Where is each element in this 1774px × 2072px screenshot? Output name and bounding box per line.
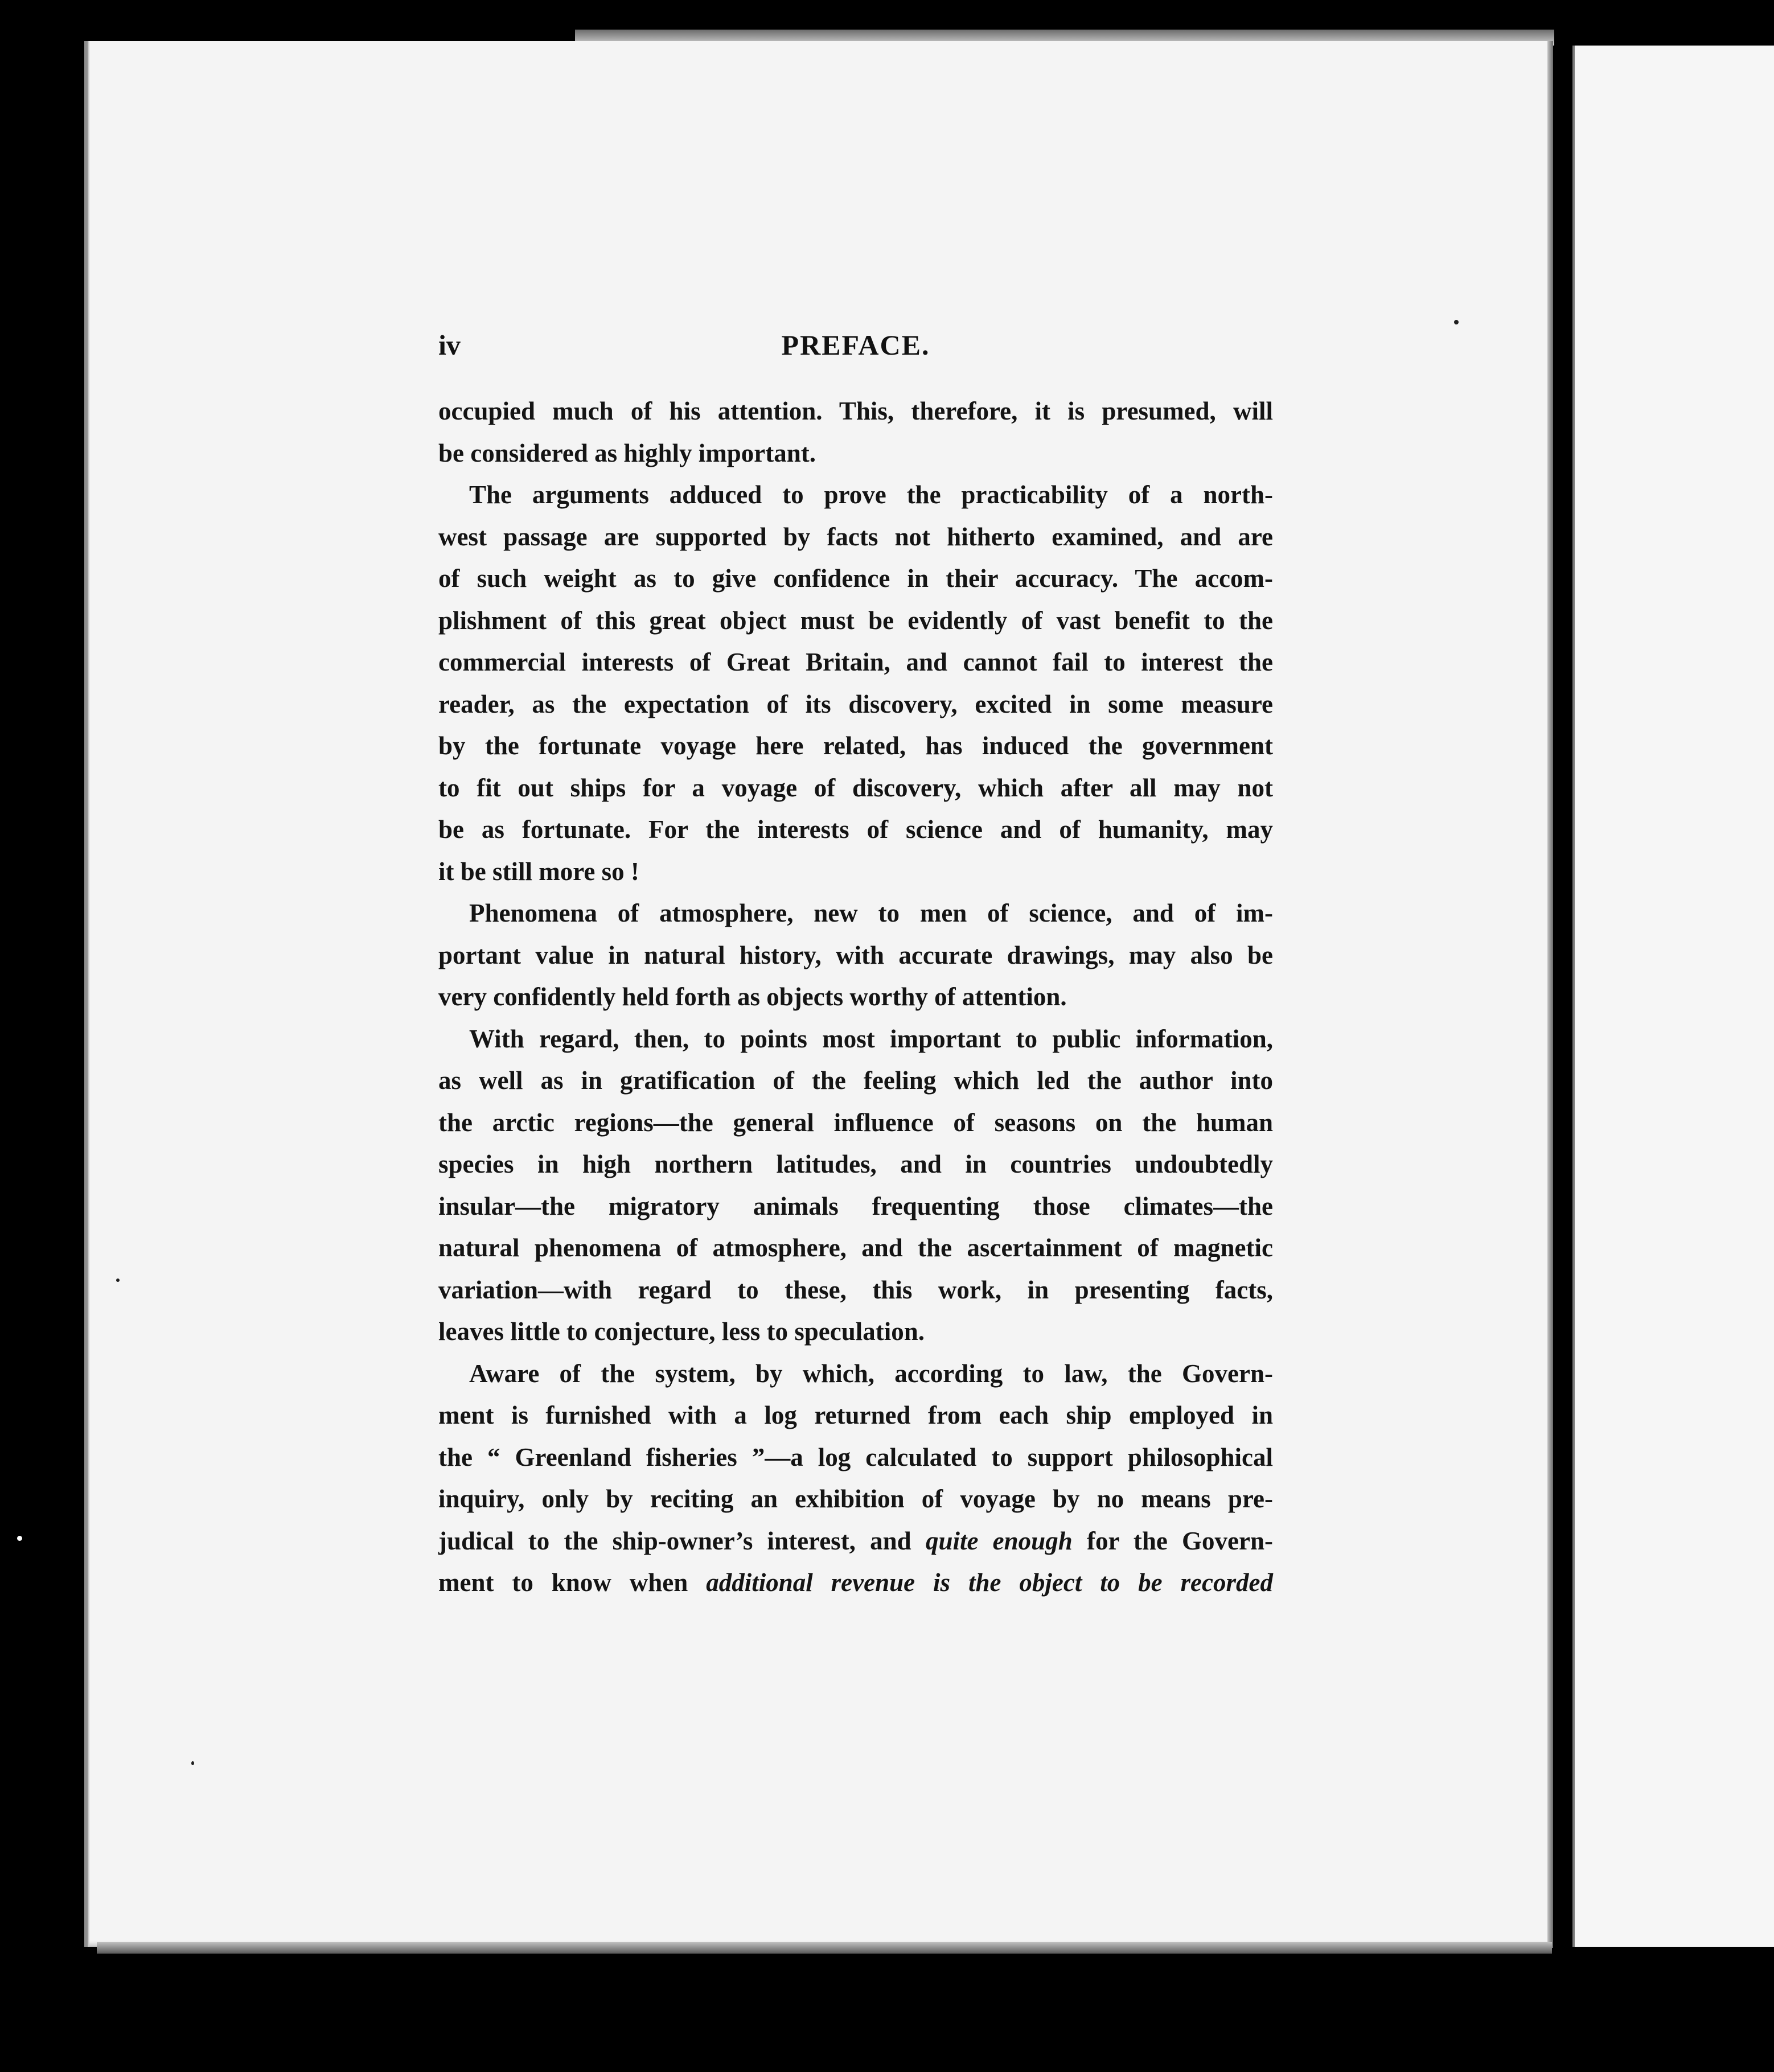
page-number: iv [438, 329, 461, 361]
text-line: very confidently held forth as objects worthy of attention. [438, 982, 1067, 1011]
preface-text [438, 390, 1273, 1604]
text-line: to fit out ships for a voyage of discovery, which after all may not [438, 773, 1273, 802]
text-line: commercial interests of Great Britain, and cannot fail to interest the [438, 648, 1273, 676]
text-line: With regard, then, to points most important to public information, [469, 1024, 1273, 1053]
italic-run: additional revenue is the object to be recorded [706, 1568, 1273, 1597]
running-head: PREFACE. [781, 329, 930, 361]
page-bottom-edge [97, 1942, 1552, 1954]
text-line: by the fortunate voyage here related, has induced the government [438, 731, 1273, 760]
text-line: insular—the migratory animals frequenting those climates—the [438, 1191, 1273, 1220]
text-line: inquiry, only by reciting an exhibition of voyage by no means pre- [438, 1485, 1273, 1513]
text-line: be considered as highly important. [438, 438, 816, 467]
text-line: The arguments adduced to prove the practicability of a north- [469, 480, 1273, 509]
text-line: as well as in gratification of the feeling which led the author into [438, 1066, 1273, 1095]
text-line: Aware of the system, by which, according to law, the Govern- [469, 1359, 1273, 1388]
facing-page-edge [1572, 46, 1774, 1947]
scan-speck [1454, 320, 1459, 324]
page-right-edge [1547, 41, 1553, 1948]
text-line: reader, as the expectation of its discovery, excited in some measure [438, 689, 1273, 718]
text-line: ment is furnished with a log returned from each ship employed in [438, 1401, 1273, 1429]
text-line: be as fortunate. For the interests of science and of humanity, may [438, 815, 1273, 844]
text-run: ment to know when [438, 1568, 707, 1597]
text-line-with-italic [438, 1562, 1273, 1604]
text-line: the arctic regions—the general influence of seasons on the human [438, 1108, 1273, 1137]
scan-speck [191, 1761, 194, 1765]
text-run: judical to the ship-owner’s interest, and [438, 1526, 926, 1555]
italic-run: quite enough [925, 1526, 1073, 1555]
text-line: occupied much of his attention. This, therefore, it is presumed, will [438, 397, 1273, 425]
text-line: leaves little to conjecture, less to speculation. [438, 1317, 925, 1346]
scan-speck [116, 1278, 120, 1282]
text-run: for the Govern- [1072, 1526, 1274, 1555]
scan-speck [17, 1536, 22, 1541]
text-line-with-italic [438, 1520, 1273, 1563]
text-line: portant value in natural history, with accurate drawings, may also be [438, 940, 1273, 969]
text-line: it be still more so ! [438, 857, 639, 886]
text-line: natural phenomena of atmosphere, and the ascertainment of magnetic [438, 1234, 1273, 1262]
text-line: west passage are supported by facts not hitherto examined, and are [438, 522, 1273, 551]
text-line: Phenomena of atmosphere, new to men of science, and of im- [469, 899, 1273, 927]
text-line: the “ Greenland fisheries ”—a log calculated to support philosophical [438, 1442, 1273, 1471]
text-line: plishment of this great object must be evidently of vast benefit to the [438, 606, 1273, 635]
text-line: species in high northern latitudes, and in countries undoubtedly [438, 1150, 1273, 1178]
page-header [438, 328, 1273, 362]
text-line: variation—with regard to these, this work, in presenting facts, [438, 1275, 1273, 1304]
text-line: of such weight as to give confidence in their accuracy. The accom- [438, 564, 1273, 593]
